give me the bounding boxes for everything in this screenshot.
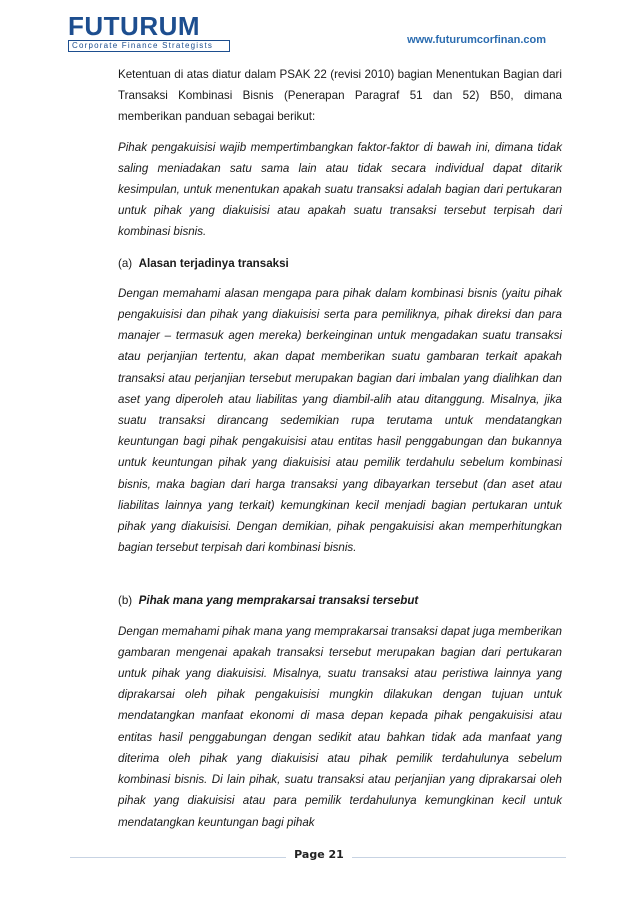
section-a-marker: (a) [118,256,133,270]
document-body [118,64,562,833]
section-a-heading [118,253,562,274]
header-url: www.futurumcorfinan.com [407,34,546,46]
intro-paragraph: Ketentuan di atas diatur dalam PSAK 22 (revisi 2010) bagian Menentukan Bagian dari Transaksi Kombinasi Bisnis (Penerapan Paragraf 51 dan 52) B50, dimana memberikan panduan sebagai berikut: [118,68,562,124]
section-a-title: Alasan terjadinya transaksi [138,256,289,270]
section-b-heading [118,590,562,611]
footer-rule-right [352,857,566,858]
page-number: Page 21 [294,848,344,861]
logo-tagline-box [68,40,230,52]
section-b-title: Pihak mana yang memprakarsai transaksi tersebut [138,594,419,608]
section-b-marker: (b) [118,594,133,608]
section-b-text: Dengan memahami pihak mana yang memprakarsai transaksi dapat juga memberikan gambaran mengenai apakah transaksi tersebut merupakan bagian dari pertukaran untuk pihak yang diakuisisi. Misalnya, suatu transaksi atau peristiwa lainnya yang diprakarsai oleh pihak pengakuisisi mungkin dilakukan dengan tujuan untuk mendatangkan manfaat ekonomi di masa depan kepada pihak pengakuisisi atau entitas hasil penggabungan dengan sedikit atau bahkan tidak ada manfaat yang diterima oleh pihak yang diakuisisi atau pihak pemilik terdahulunya sebelum kombinasi bisnis. Di lain pihak, suatu transaksi atau perjanjian yang diprakarsai oleh pihak yang diakuisisi atau para pemilik terdahulunya kemungkinan kecil untuk mendatangkan keuntungan bagi pihak [118,624,562,829]
company-logo [68,11,230,50]
footer-rule-left [70,857,286,858]
logo-tagline: Corporate Finance Strategists [72,41,214,50]
logo-wordmark: FUTURUM [68,11,201,41]
section-a-text: Dengan memahami alasan mengapa para pihak dalam kombinasi bisnis (yaitu pihak pengakuisisi dan pihak yang diakuisisi serta para pemiliknya, pihak direksi dan para manajer – termasuk agen mereka) berkeinginan untuk mengadakan suatu transaksi atau perjanjian tertentu, akan dapat memberikan suatu gambaran terkait apakah transaksi atau perjanjian tersebut merupakan bagian dari imbalan yang dialihkan dan aset yang diperoleh atau liabilitas yang diambil-alih atau ditanggung. Misalnya, jika suatu transaksi dirancang sedemikian rupa terutama untuk mendatangkan keuntungan bagi pihak pengakuisisi atau entitas hasil penggabungan dan bukannya untuk keuntungan pihak yang diakuisisi atau pemilik terdahulu sebelum kombinasi bisnis, maka bagian dari harga transaksi yang dibayarkan tersebut (dan aset atau liabilitas lainnya yang terkait) kemungkinan kecil menjadi bagian pertukaran untuk pihak yang diakuisisi. Dengan demikian, pihak pengakuisisi akan memperhitungkan bagian tersebut terpisah dari kombinasi bisnis. [118,286,562,555]
quote-paragraph: Pihak pengakuisisi wajib mempertimbangkan faktor-faktor di bawah ini, dimana tidak saling meniadakan satu sama lain atau tidak secara individual dapat ditarik kesimpulan, untuk menentukan apakah suatu transaksi adalah bagian dari pertukaran untuk pihak yang diakuisisi atau apakah suatu transaksi tersebut terpisah dari kombinasi bisnis. [118,140,562,239]
